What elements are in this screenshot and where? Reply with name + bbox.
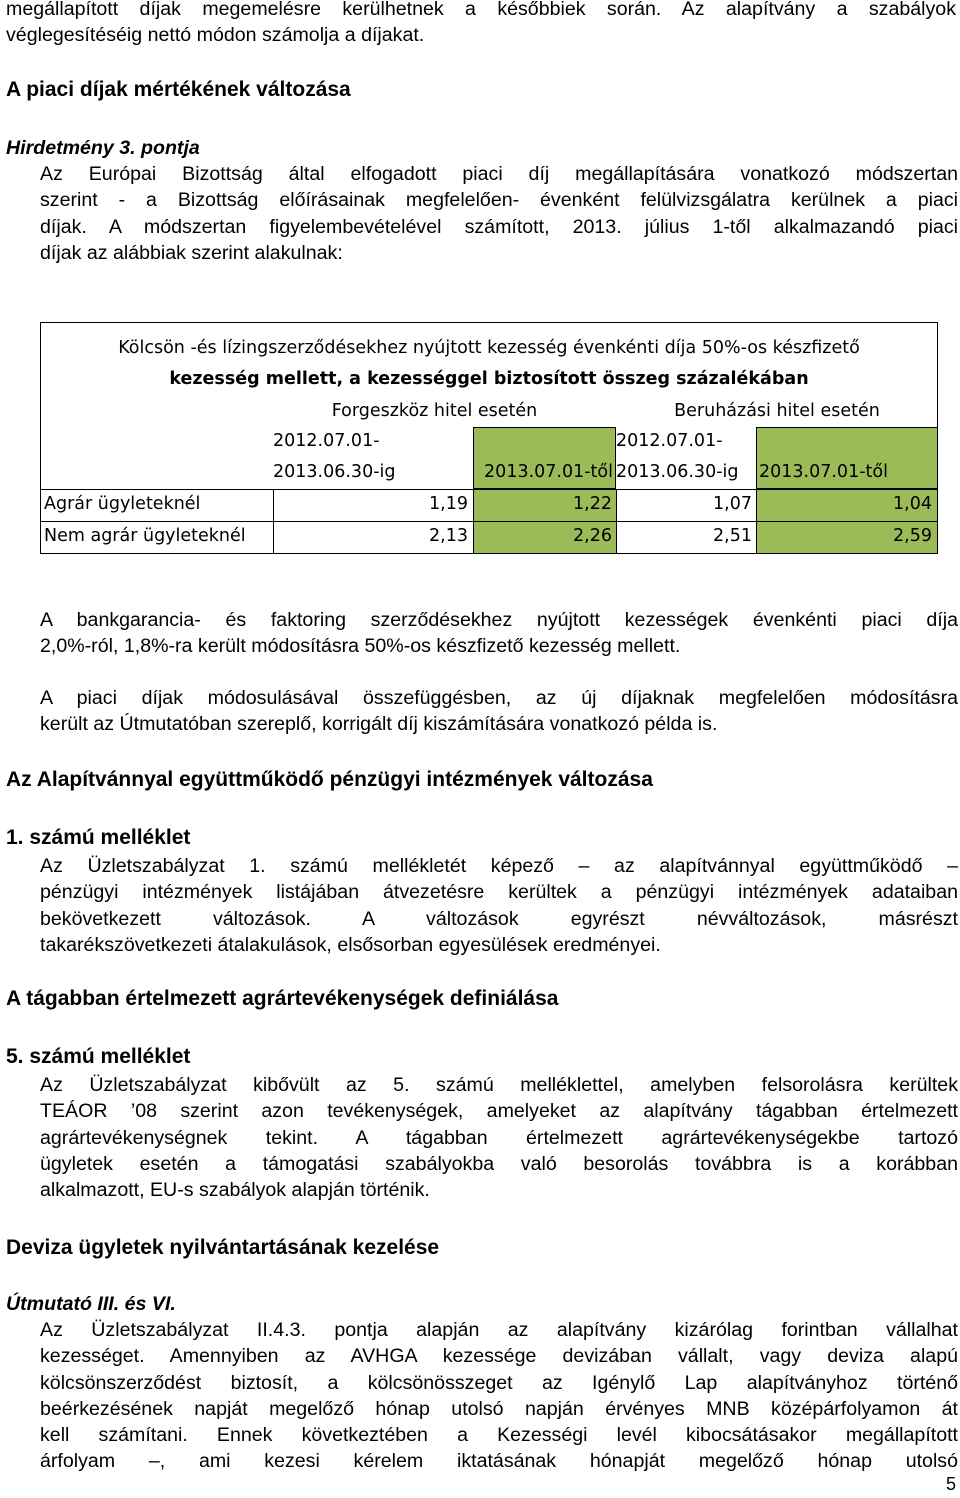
period-a-label: 2013.06.30-ig xyxy=(273,462,396,482)
text-line: kölcsönszerződést biztosít, a kölcsönösszeget az Igénylő Lap alapítványhoz történő xyxy=(40,1371,958,1394)
text-line: alkalmazott, EU-s szabályok alapján történik. xyxy=(40,1179,430,1202)
period-a-label: 2012.07.01- xyxy=(616,431,723,451)
text-line: beérkezésének napját megelőző hónap utolsó napján érvényes MNB középárfolyamon át xyxy=(40,1397,958,1420)
text-line: díjak. A módszertan figyelembevételével számított, 2013. július 1-től alkalmazandó piaci xyxy=(40,215,958,238)
column-group-beruhazasi: Beruházási hitel esetén xyxy=(674,401,880,421)
paragraph-bankgarancia xyxy=(40,607,958,660)
subheading-hirdetmeny: Hirdetmény 3. pontja xyxy=(6,137,200,159)
table-row-label-cell xyxy=(40,489,274,522)
table-cell xyxy=(273,521,474,554)
text-line: Az Üzletszabályzat II.4.3. pontja alapján az alapítvány kizárólag forintban vállalhat xyxy=(40,1319,958,1341)
cell-value: 2,26 xyxy=(573,526,612,546)
cell-value: 1,19 xyxy=(429,494,468,514)
table-cell xyxy=(473,521,617,554)
paragraph-modszertan xyxy=(40,161,958,266)
paragraph-agrartevekenyseg xyxy=(40,1072,958,1203)
text-line: Az Üzletszabályzat 1. számú mellékletét képező – az alapítvánnyal együttműködő – xyxy=(40,855,958,877)
text-line: árfolyam –, ami kezesi kérelem iktatásának hónapját megelőző hónap utolsó xyxy=(40,1450,958,1473)
subheading-5-melleklet: 5. számú melléklet xyxy=(6,1045,191,1068)
period-b-label: 2013.07.01-től xyxy=(759,462,888,482)
row-label: Agrár ügyleteknél xyxy=(44,494,201,514)
piaci-dijak-table xyxy=(40,322,938,554)
period-a-label: 2012.07.01- xyxy=(273,431,380,451)
cell-value: 1,04 xyxy=(893,494,932,514)
table-cell xyxy=(273,489,474,522)
section-heading-penzugyi-intezmenyek: Az Alapítvánnyal együttműködő pénzügyi intézmények változása xyxy=(6,768,653,791)
text-line: Az Európai Bizottság által elfogadott piaci díj megállapítására vonatkozó módszertan xyxy=(40,163,958,185)
row-label: Nem agrár ügyleteknél xyxy=(44,526,246,546)
cell-value: 2,51 xyxy=(713,526,752,546)
text-line: takarékszövetkezeti átalakulások, elsősorban egyesülések eredményei. xyxy=(40,933,661,956)
section-heading-deviza: Deviza ügyletek nyilvántartásának kezelése xyxy=(6,1236,440,1259)
text-line: 2,0%-ról, 1,8%-ra került módosításra 50%-os készfizető kezesség mellett. xyxy=(40,635,681,658)
text-line: díjak az alábbiak szerint alakulnak: xyxy=(40,241,343,264)
table-cell xyxy=(616,521,757,554)
period-b-label: 2013.07.01-től xyxy=(484,462,613,482)
text-line: TEÁOR ’08 szerint azon tevékenységek, amelyeket az alapítvány tágabban értelmezett xyxy=(40,1100,958,1123)
paragraph-deviza xyxy=(40,1317,958,1475)
text-line: megállapított díjak megemelésre kerülhetnek a későbbiek során. Az alapítvány a szabályok xyxy=(6,0,956,20)
cell-value: 2,59 xyxy=(893,526,932,546)
table-cell xyxy=(616,489,757,522)
text-line: A bankgarancia- és faktoring szerződésekhez nyújtott kezességek évenkénti piaci díja xyxy=(40,609,958,631)
text-line: véglegesítéséig nettó módon számolja a díjakat. xyxy=(6,24,425,46)
table-cell xyxy=(756,489,938,522)
table-cell xyxy=(756,521,938,554)
section-heading-piaci-dijak: A piaci díjak mértékének változása xyxy=(6,78,351,101)
page-number: 5 xyxy=(945,1474,956,1494)
text-line: agrártevékenységnek tekint. A tágabban értelmezett agrártevékenységekbe tartozó xyxy=(40,1126,958,1149)
subheading-utmutato: Útmutató III. és VI. xyxy=(6,1293,176,1315)
table-title-line: Kölcsön -és lízingszerződésekhez nyújtott kezesség évenkénti díja 50%-os készfizető xyxy=(118,338,860,358)
text-line: A piaci díjak módosulásával összefüggésben, az új díjaknak megfelelően módosításra xyxy=(40,687,958,709)
cell-value: 2,13 xyxy=(429,526,468,546)
text-line: bekövetkezett változások. A változások egyrészt névváltozások, másrészt xyxy=(40,907,958,930)
text-line: került az Útmutatóban szereplő, korrigált díj kiszámítására vonatkozó példa is. xyxy=(40,713,718,736)
continuation-paragraph xyxy=(6,0,956,48)
paragraph-intezmenyek xyxy=(40,853,958,958)
section-heading-agrartevekenysegek: A tágabban értelmezett agrártevékenységek definiálása xyxy=(6,987,559,1010)
text-line: kezességet. Amennyiben az AVHGA kezessége devizában vállalt, vagy deviza alapú xyxy=(40,1345,958,1368)
column-group-forgeszkoz: Forgeszköz hitel esetén xyxy=(331,401,538,421)
cell-value: 1,22 xyxy=(573,494,612,514)
text-line: kell számítani. Ennek következtében a Kezességi levél kibocsátásakor megállapított xyxy=(40,1424,958,1447)
table-cell xyxy=(473,489,617,522)
text-line: Az Üzletszabályzat kibővült az 5. számú melléklettel, amelyben felsorolásra kerültek xyxy=(40,1074,958,1096)
paragraph-piaci-dijak-modosulas xyxy=(40,685,958,738)
table-row-label-cell xyxy=(40,521,274,554)
table-title-line: kezesség mellett, a kezességgel biztosított összeg százalékában xyxy=(169,369,809,389)
cell-value: 1,07 xyxy=(713,494,752,514)
period-a-label: 2013.06.30-ig xyxy=(616,462,739,482)
text-line: ügyletek esetén a támogatási szabályokba való besorolás továbbra is a korábban xyxy=(40,1152,958,1175)
text-line: szerint - a Bizottság előírásainak megfelelően- évenként felülvizsgálatra kerülnek a piaci xyxy=(40,189,958,212)
subheading-1-melleklet: 1. számú melléklet xyxy=(6,826,191,849)
text-line: pénzügyi intézmények listájában átvezetésre kerültek a pénzügyi intézmények adataiban xyxy=(40,881,958,904)
